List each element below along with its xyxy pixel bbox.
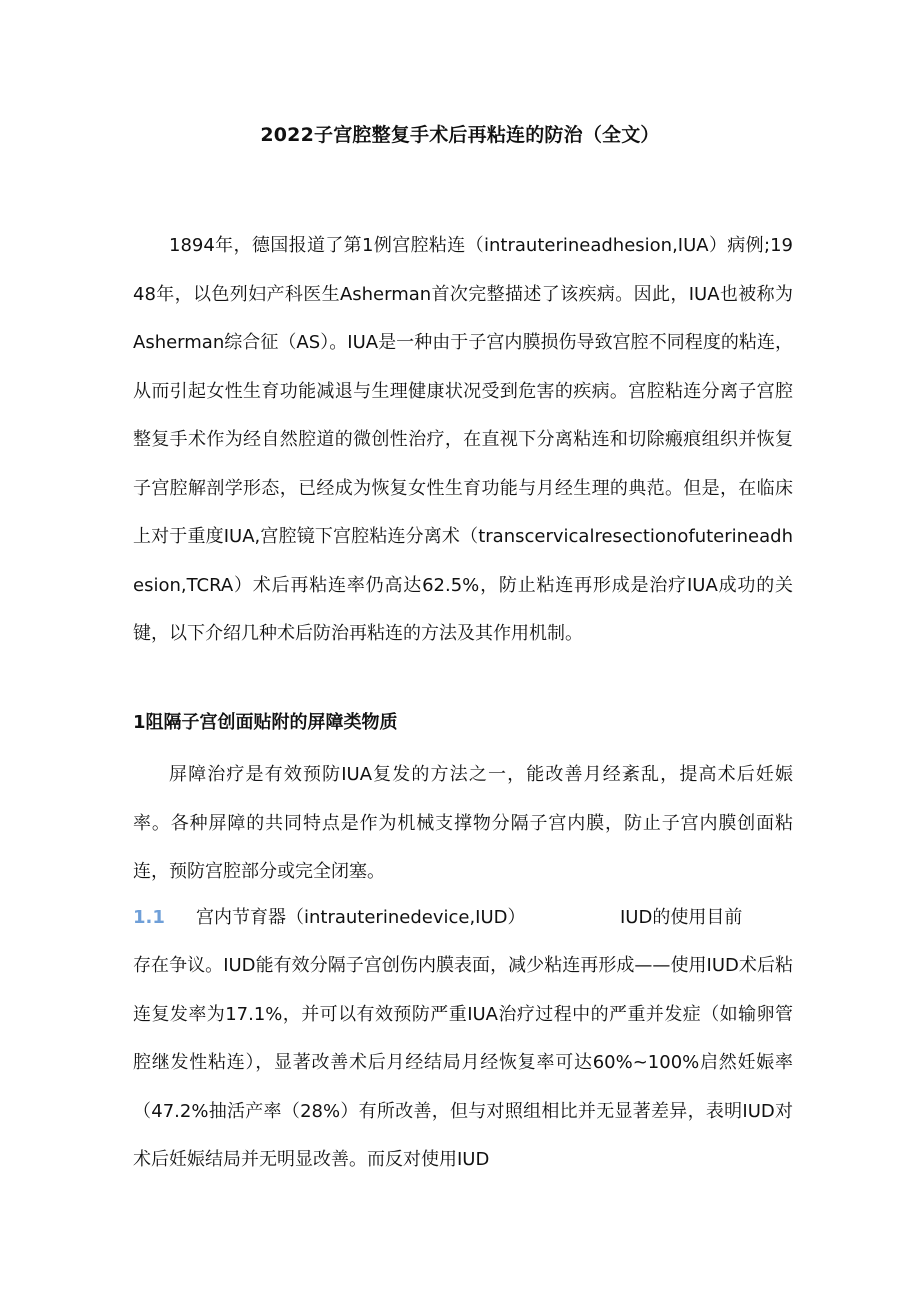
subsection-1-1-paragraph: 存在争议。IUD能有效分隔子宫创伤内膜表面，减少粘连再形成——使用IUD术后粘连复发率为17.1%，并可以有效预防严重IUA治疗过程中的严重并发症（如输卵管腔继发性粘连），显著改善术后月经结局月经恢复率可达60%~100%启然妊娠率（47.2%抽活产率（28%）有所改善，但与对照组相比并无显著差异，表明IUD对术后妊娠结局并无明显改善。而反对使用IUD — [133, 955, 793, 1170]
page-title: 2022子宫腔整复手术后再粘连的防治（全文） — [260, 124, 660, 146]
subsection-title: 宫内节育器（intrauterinedevice,IUD） — [196, 907, 526, 928]
intro-paragraph: 1894年，德国报道了第1例宫腔粘连（intrauterineadhesion,IUA）病例;1948年，以色列妇产科医生Asherman首次完整描述了该疾病。因此，IUA也被称为Asherman综合征（AS）。IUA是一种由于子宫内膜损伤导致宫腔不同程度的粘连，从而引起女性生育功能减退与生理健康状况受到危害的疾病。宫腔粘连分离子宫腔整复手术作为经自然腔道的微创性治疗，在直视下分离粘连和切除瘢痕组织并恢复子宫腔解剖学形态，已经成为恢复女性生育功能与月经生理的典范。但是，在临床上对于重度IUA,宫腔镜下宫腔粘连分离术（transcervicalresectionofuterineadhesion,TCRA）术后再粘连率仍高达62.5%，防止粘连再形成是治疗IUA成功的关键，以下介绍几种术后防治再粘连的方法及其作用机制。 — [133, 235, 793, 644]
subsection-number: 1.1 — [133, 907, 165, 928]
subsection-1-1-heading-line — [133, 898, 793, 938]
section-1-heading: 1阻隔子宫创面贴附的屏障类物质 — [133, 712, 398, 733]
section-1-paragraph: 屏障治疗是有效预防IUA复发的方法之一，能改善月经紊乱，提高术后妊娠率。各种屏障的共同特点是作为机械支撑物分隔子宫内膜，防止子宫内膜创面粘连，预防宫腔部分或完全闭塞。 — [133, 764, 793, 882]
subsection-heading-tail: IUD的使用目前 — [620, 907, 743, 928]
